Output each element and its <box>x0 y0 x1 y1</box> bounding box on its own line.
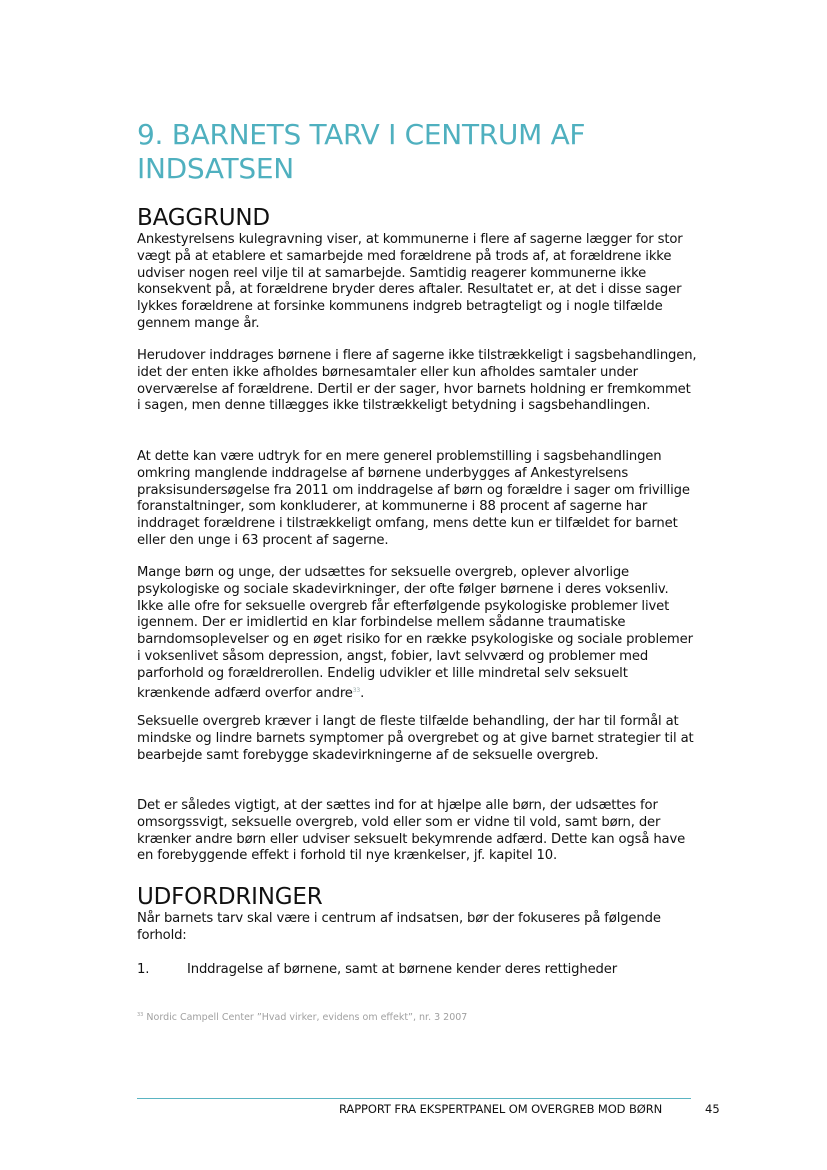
paragraph-3: At dette kan være udtryk for en mere generel problemstilling i sagsbehandlingen omkring manglende inddragelse af børnene underbygges af Ankestyrelsens praksisundersøgelse fra 2011 om inddragelse af børn og forældre i sager om frivillige foranstaltninger, som konkluderer, at kommunerne i 88 procent af sagerne har inddraget forældrene i tilstrækkeligt omfang, mens dette kun er tilfældet for barnet eller den unge i 63 procent af sagerne. <box>137 449 690 548</box>
paragraph-4 <box>137 565 697 702</box>
list-item-number: 1. <box>137 962 150 977</box>
paragraph-5: Seksuelle overgreb kræver i langt de fleste tilfælde behandling, der har til formål at mindske og lindre barnets symptomer på overgrebet og at give barnet strategier til at bearbejde samt forebygge skadevirkningerne af de seksuelle overgreb. <box>137 714 694 763</box>
footer-report-title: RAPPORT FRA EKSPERTPANEL OM OVERGREB MOD BØRN <box>339 1102 663 1116</box>
paragraph-4-text: Mange børn og unge, der udsættes for seksuelle overgreb, oplever alvorlige psykologiske og sociale skadevirkninger, der ofte følger børnene i deres voksenliv. Ikke alle ofre for seksuelle overgreb får efterfølgende psykologiske problemer livet igennem. Der er imidlertid en klar forbindelse mellem sådanne traumatiske barndomsoplevelser og en øget risiko for en række psykologiske og sociale problemer i voksenlivet såsom depression, angst, fobier, lavt selvværd og problemer med parforhold og forældrerollen. Endelig udvikler et lille mindretal selv seksuelt krænkende adfærd overfor andre <box>137 565 693 701</box>
udfordringer-intro: Når barnets tarv skal være i centrum af indsatsen, bør der fokuseres på følgende forhold: <box>137 911 661 943</box>
page-number: 45 <box>705 1102 720 1116</box>
footnote-text: Nordic Campell Center ”Hvad virker, evidens om effekt”, nr. 3 2007 <box>146 1012 468 1023</box>
paragraph-2: Herudover inddrages børnene i flere af sagerne ikke tilstrækkeligt i sagsbehandlingen, idet der enten ikke afholdes børnesamtaler eller kun afholdes samtaler under overværelse af forældrene. Dertil er der sager, hvor barnets holdning er fremkommet i sagen, men denne tillægges ikke tilstrækkeligt betydning i sagsbehandlingen. <box>137 348 697 414</box>
section-heading-baggrund: BAGGRUND <box>137 205 270 231</box>
footnote-number: 33 <box>137 1012 144 1018</box>
footer-rule <box>137 1098 691 1099</box>
footnote <box>137 1012 467 1023</box>
section-heading-udfordringer: UDFORDRINGER <box>137 884 323 910</box>
paragraph-1: Ankestyrelsens kulegravning viser, at kommunerne i flere af sagerne lægger for stor vægt på at etablere et samarbejde med forældrene på trods af, at forældrene ikke udviser nogen reel vilje til at samarbejde. Samtidig reagerer kommunerne ikke konsekvent på, at forældrene bryder deres aftaler. Resultatet er, at det i disse sager lykkes forældrene at forsinke kommunens indgreb betragteligt og i nogle tilfælde gennem mange år. <box>137 232 683 331</box>
list-item-text: Inddragelse af børnene, samt at børnene kender deres rettigheder <box>187 962 617 977</box>
footnote-reference[interactable]: 33 <box>352 686 361 694</box>
chapter-title: 9. BARNETS TARV I CENTRUM AF INDSATSEN <box>137 118 586 185</box>
paragraph-4-end: . <box>360 685 365 701</box>
paragraph-6: Det er således vigtigt, at der sættes ind for at hjælpe alle børn, der udsættes for omsorgssvigt, seksuelle overgreb, vold eller som er vidne til vold, samt børn, der krænker andre børn eller udviser seksuelt bekymrende adfærd. Dette kan også have en forebyggende effekt i forhold til nye krænkelser, jf. kapitel 10. <box>137 798 686 864</box>
